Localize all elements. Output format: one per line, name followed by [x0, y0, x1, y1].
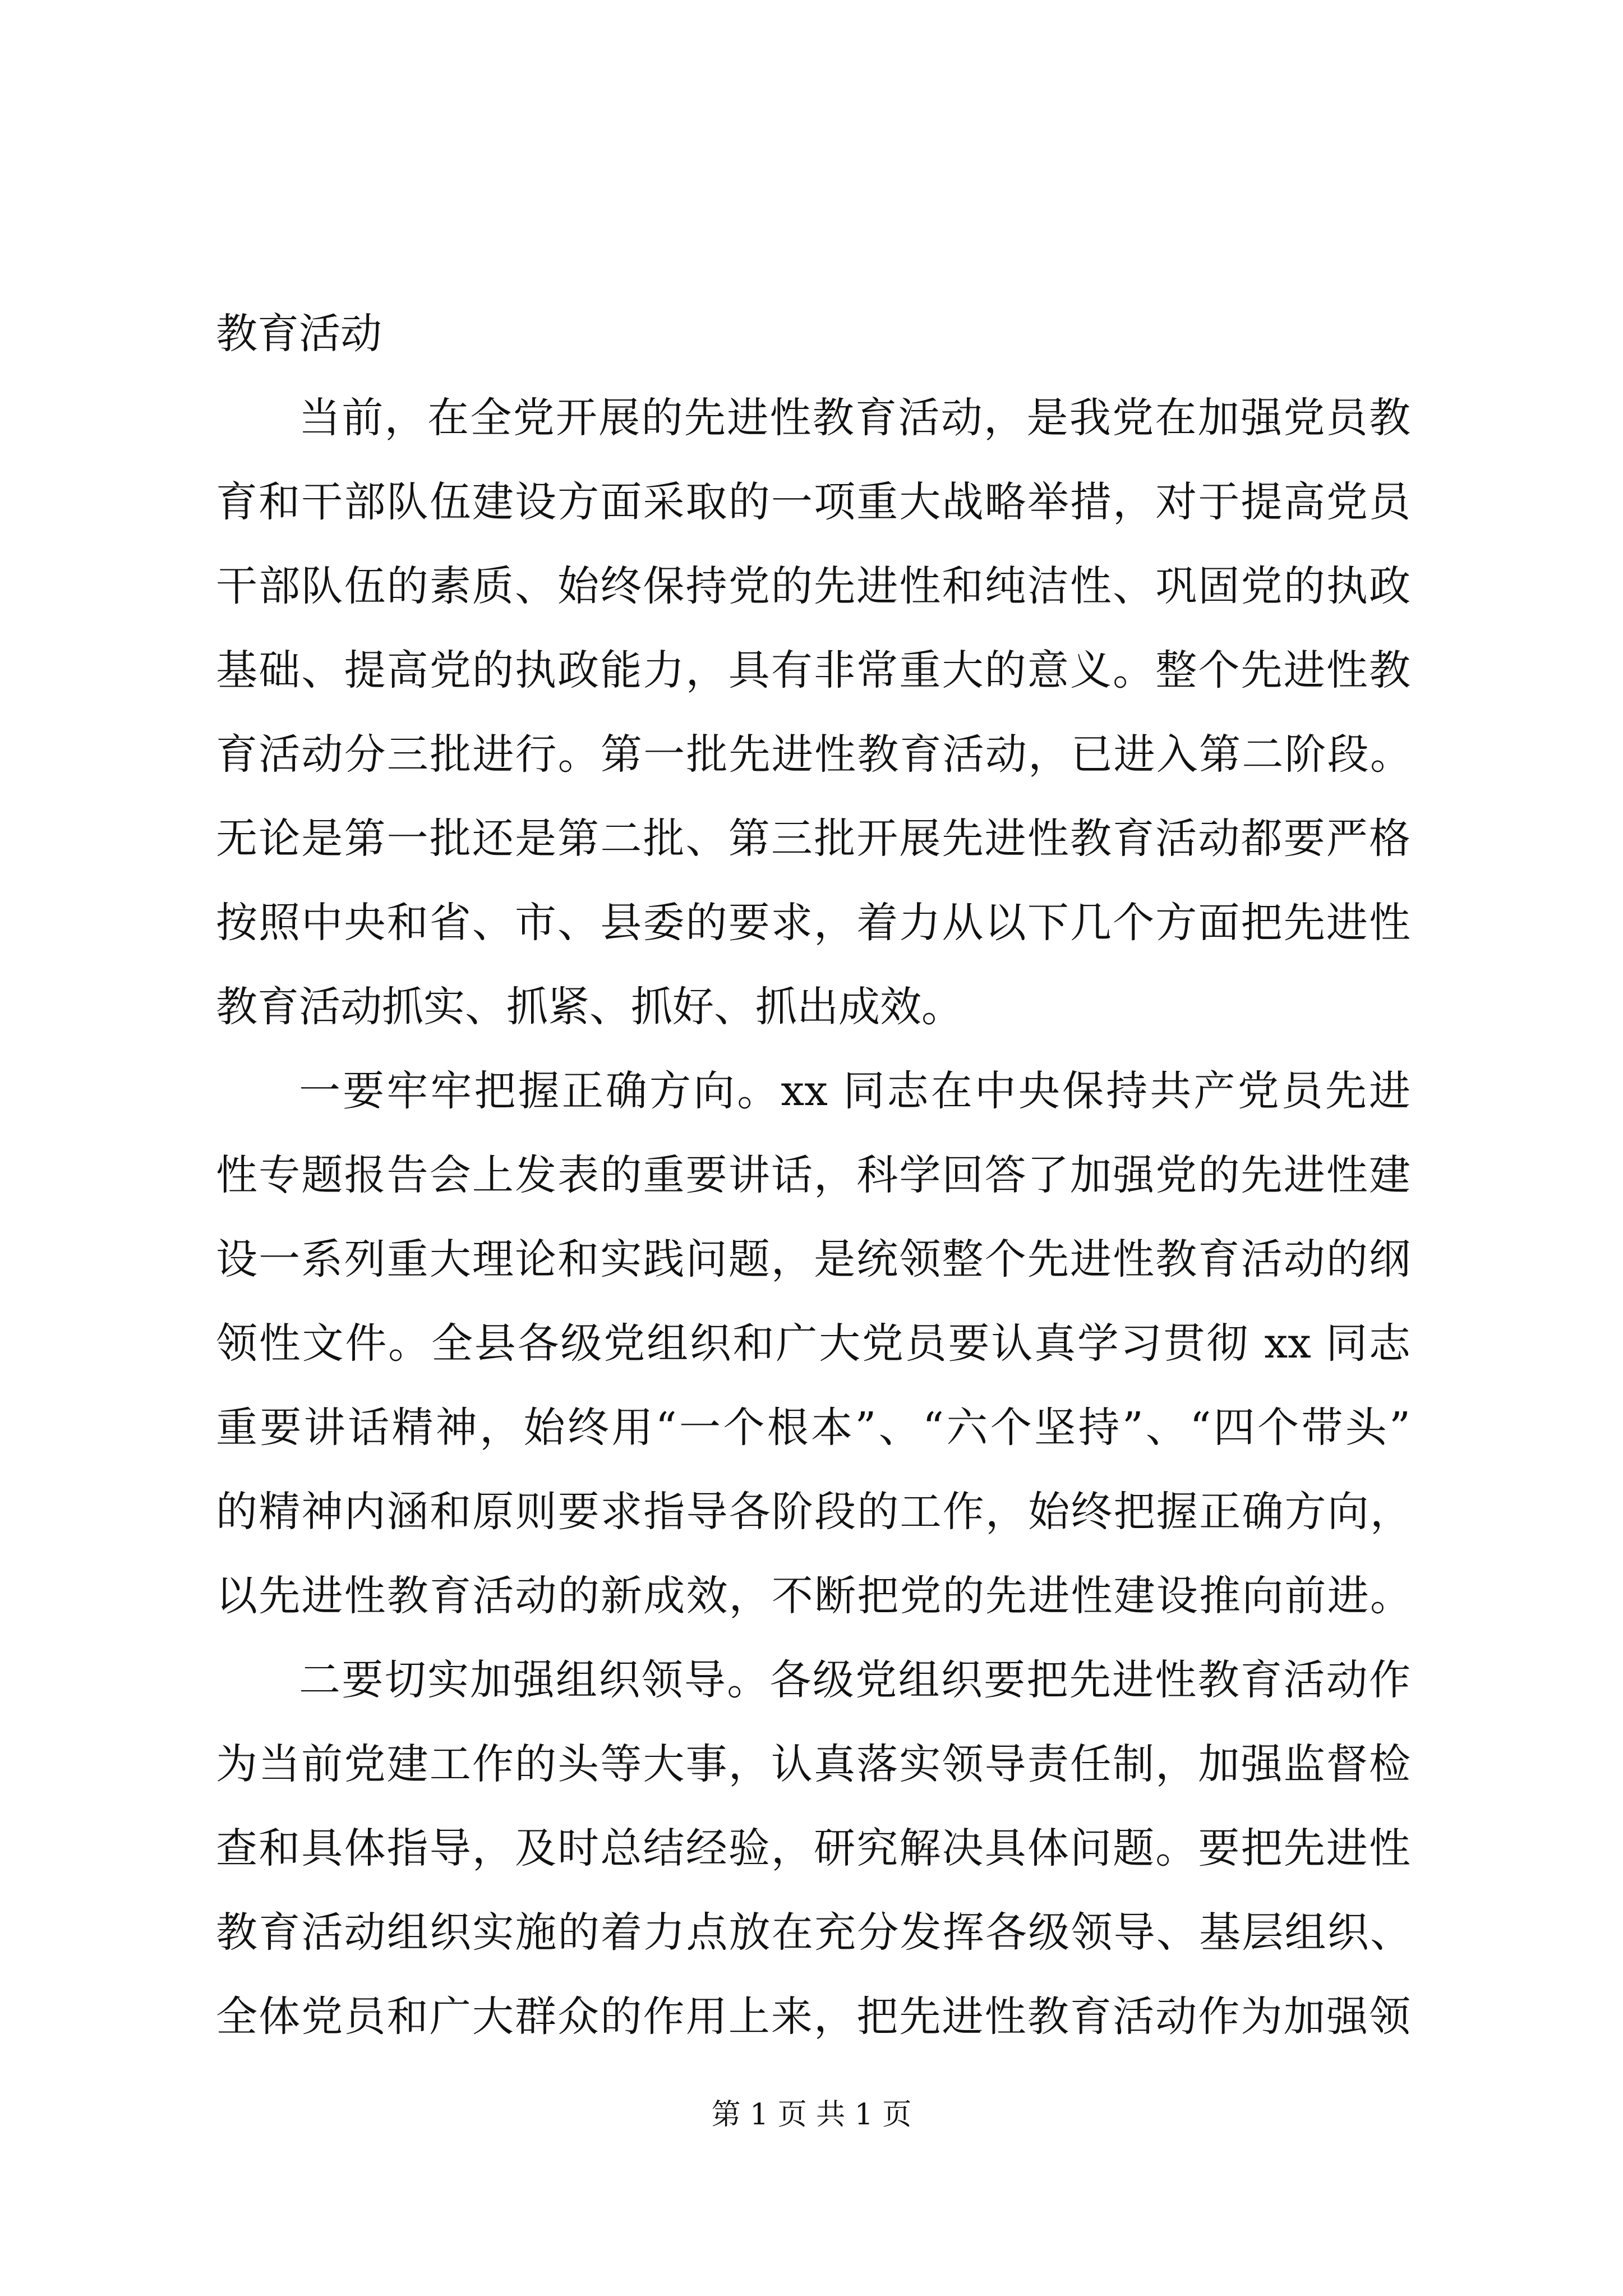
text-line: 基础、提高党的执政能力，具有非常重大的意义。整个先进性教: [216, 646, 1410, 694]
text-line: 性专题报告会上发表的重要讲话，科学回答了加强党的先进性建: [216, 1151, 1410, 1199]
text-line: 查和具体指导，及时总结经验，研究解决具体问题。要把先进性: [216, 1824, 1410, 1872]
text-line: 育和干部队伍建设方面采取的一项重大战略举措，对于提高党员: [216, 478, 1410, 526]
page-footer: 第 1 页 共 1 页: [711, 2098, 912, 2132]
text-line: 以先进性教育活动的新成效，不断把党的先进性建设推向前进。: [216, 1572, 1410, 1620]
text-line: 育活动分三批进行。第一批先进性教育活动，已进入第二阶段。: [216, 730, 1410, 779]
document-body: [216, 292, 1410, 2059]
text-line: 教育活动: [216, 310, 382, 358]
paragraph-first-line: 二要切实加强组织领导。各级党组织要把先进性教育活动作: [299, 1656, 1410, 1704]
text-line: 领性文件。全县各级党组织和广大党员要认真学习贯彻 xx 同志: [216, 1319, 1410, 1368]
text-line: 设一系列重大理论和实践问题，是统领整个先进性教育活动的纲: [216, 1235, 1410, 1283]
paragraph-first-line: 一要牢牢把握正确方向。xx 同志在中央保持共产党员先进: [299, 1067, 1410, 1115]
paragraph-first-line: 当前，在全党开展的先进性教育活动，是我党在加强党员教: [299, 394, 1410, 442]
text-line: 全体党员和广大群众的作用上来，把先进性教育活动作为加强领: [216, 1993, 1410, 2041]
text-line: 干部队伍的素质、始终保持党的先进性和纯洁性、巩固党的执政: [216, 562, 1410, 610]
text-line: 为当前党建工作的头等大事，认真落实领导责任制，加强监督检: [216, 1740, 1410, 1788]
text-line: 的精神内涵和原则要求指导各阶段的工作，始终把握正确方向，: [216, 1488, 1410, 1536]
text-line: 重要讲话精神，始终用“一个根本”、“六个坚持”、“四个带头”: [216, 1404, 1410, 1452]
text-line: 无论是第一批还是第二批、第三批开展先进性教育活动都要严格: [216, 815, 1410, 863]
text-line: 按照中央和省、市、县委的要求，着力从以下几个方面把先进性: [216, 899, 1410, 947]
text-line: 教育活动组织实施的着力点放在充分发挥各级领导、基层组织、: [216, 1908, 1410, 1957]
text-line: 教育活动抓实、抓紧、抓好、抓出成效。: [216, 983, 963, 1031]
